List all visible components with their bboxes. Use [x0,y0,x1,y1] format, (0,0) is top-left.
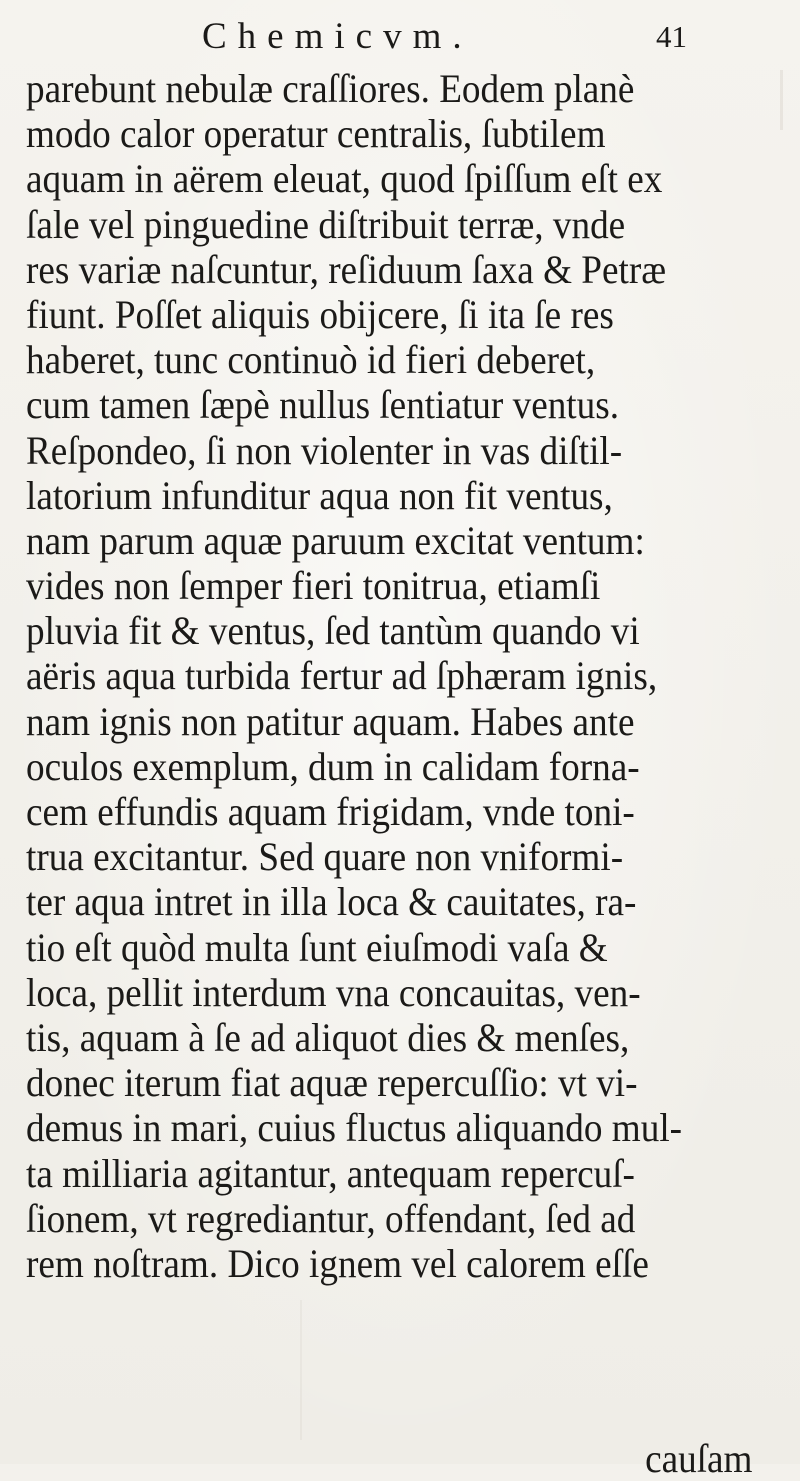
text-line: nam parum aquæ paruum excitat ventum: [26,517,645,563]
text-line: rem noſtram. Dico ignem vel calorem eſſe [26,1240,649,1286]
running-head [0,14,800,60]
text-line: res variæ naſcuntur, reſiduum ſaxa & Petræ [26,246,667,292]
text-line: ſionem, vt regrediantur, offendant, ſed ad [26,1195,636,1241]
text-line: oculos exemplum, dum in calidam forna- [26,743,640,789]
show-through-mark [300,1300,302,1440]
text-line: cem effundis aquam frigidam, vnde toni- [26,789,635,834]
text-line: aquam in aërem eleuat, quod ſpiſſum eſt ex [26,156,663,202]
text-line: tis, aquam à ſe ad aliquot dies & menſes, [26,1014,630,1060]
text-line: parebunt nebulæ craſſiores. Eodem planè [26,66,635,111]
text-line: modo calor operatur centralis, ſubtilem [26,111,606,157]
text-line: demus in mari, cuius fluctus aliquando mul- [26,1105,683,1151]
catchword: cauſam [644,1436,752,1481]
text-line: ſale vel pinguedine diſtribuit terræ, vnde [26,201,626,247]
text-line: latorium infunditur aqua non fit ventus, [26,472,613,518]
show-through-mark [780,70,783,130]
text-line: aëris aqua turbida fertur ad ſphæram ignis, [26,653,658,699]
running-head-title: Chemicvm. [202,16,473,57]
page-number: 41 [656,19,687,54]
text-line: nam ignis non patitur aquam. Habes ante [26,698,635,744]
text-line: pluvia fit & ventus, ſed tantùm quando vi [26,608,640,654]
text-line: cum tamen ſæpè nullus ſentiatur ventus. [26,382,620,428]
text-line: vides non ſemper fieri tonitrua, etiamſi [26,563,601,609]
text-line: loca, pellit interdum vna concauitas, ven- [26,969,641,1015]
body-text [26,66,751,1286]
text-line: Reſpondeo, ſi non violenter in vas diſtil- [26,427,623,473]
text-line: ta milliaria agitantur, antequam repercuſ- [26,1150,635,1196]
text-line: fiunt. Poſſet aliquis obijcere, ſi ita ſe res [26,291,614,337]
text-line: haberet, tunc continuò id fieri deberet, [26,337,596,383]
text-line: tio eſt quòd multa ſunt eiuſmodi vaſa & [26,924,608,970]
text-line: ter aqua intret in illa loca & cauitates, ra- [26,879,637,925]
text-line: trua excitantur. Sed quare non vniformi- [26,834,624,880]
text-line: donec iterum fiat aquæ repercuſſio: vt vi- [26,1060,638,1106]
